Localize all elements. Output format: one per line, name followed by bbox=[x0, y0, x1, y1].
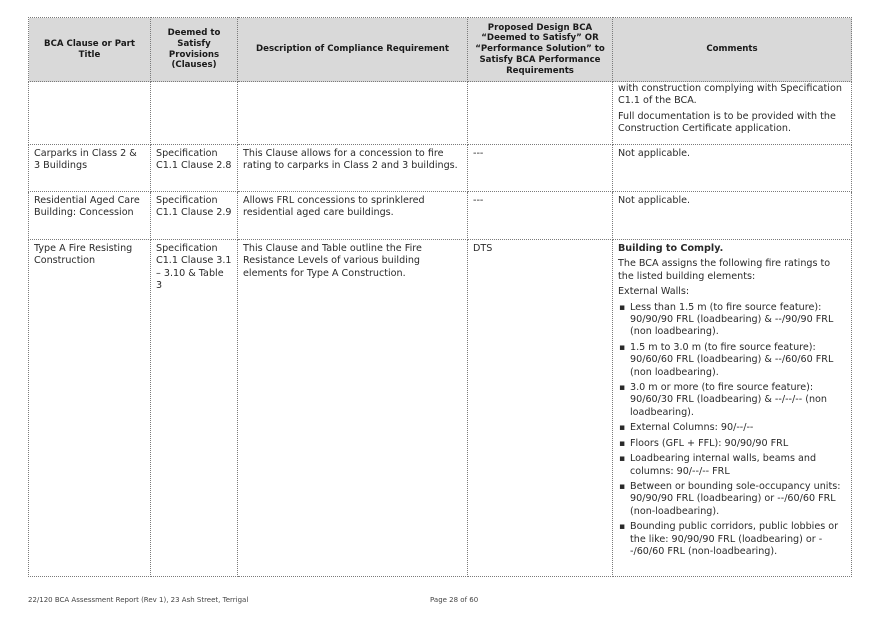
header-description: Description of Compliance Requirement bbox=[238, 18, 468, 82]
cell-clause bbox=[29, 82, 151, 145]
header-clause: BCA Clause or Part Title bbox=[29, 18, 151, 82]
cell-description: This Clause allows for a concession to fire rating to carparks in Class 2 and 3 buildings. bbox=[238, 145, 468, 192]
table-row bbox=[29, 192, 852, 240]
cell-clause: Type A Fire Resisting Construction bbox=[29, 240, 151, 577]
list-item: ▪ Floors (GFL + FFL): 90/90/90 FRL bbox=[630, 438, 846, 450]
cell-proposed bbox=[468, 82, 613, 145]
header-proposed: Proposed Design BCA “Deemed to Satisfy” OR “Performance Solution” to Satisfy BCA Performance Requirements bbox=[468, 18, 613, 82]
cell-dts: Specification C1.1 Clause 2.8 bbox=[151, 145, 238, 192]
cell-proposed: --- bbox=[468, 192, 613, 240]
cell-description bbox=[238, 82, 468, 145]
cell-description: Allows FRL concessions to sprinklered residential aged care buildings. bbox=[238, 192, 468, 240]
list-item: ▪ Between or bounding sole-occupancy units: 90/90/90 FRL (loadbearing) or --/60/60 FRL (non-loadbearing). bbox=[630, 481, 846, 518]
list-item: ▪ Bounding public corridors, public lobbies or the like: 90/90/90 FRL (loadbearing) or --/60/60 FRL (non-loadbearing). bbox=[630, 521, 846, 558]
table-row bbox=[29, 82, 852, 145]
fire-rating-list bbox=[618, 302, 846, 559]
table-row bbox=[29, 240, 852, 577]
list-item: ▪ Loadbearing internal walls, beams and columns: 90/--/-- FRL bbox=[630, 453, 846, 478]
cell-dts: Specification C1.1 Clause 3.1 – 3.10 & Table 3 bbox=[151, 240, 238, 577]
comment-heading: Building to Comply. bbox=[618, 243, 724, 254]
cell-proposed: --- bbox=[468, 145, 613, 192]
cell-comments: Not applicable. bbox=[613, 192, 852, 240]
comment-text: with construction complying with Specification C1.1 of the BCA. bbox=[618, 83, 842, 107]
cell-comments: Not applicable. bbox=[613, 145, 852, 192]
comment-text: Full documentation is to be provided with the Construction Certificate application. bbox=[618, 110, 836, 135]
header-comments: Comments bbox=[613, 18, 852, 82]
cell-proposed: DTS bbox=[468, 240, 613, 577]
comment-intro: The BCA assigns the following fire ratings to the listed building elements: bbox=[618, 258, 831, 282]
footer-report-title: 22/120 BCA Assessment Report (Rev 1), 23 Ash Street, Terrigal bbox=[28, 596, 249, 604]
bca-assessment-table bbox=[28, 17, 852, 577]
table-row bbox=[29, 145, 852, 192]
cell-description: This Clause and Table outline the Fire Resistance Levels of various building elements for Type A Construction. bbox=[238, 240, 468, 577]
comment-subheading: External Walls: bbox=[618, 286, 690, 298]
cell-clause: Residential Aged Care Building: Concession bbox=[29, 192, 151, 240]
table-header-row bbox=[29, 18, 852, 82]
footer-page-number: Page 28 of 60 bbox=[430, 596, 479, 604]
cell-dts: Specification C1.1 Clause 2.9 bbox=[151, 192, 238, 240]
list-item: ▪ External Columns: 90/--/-- bbox=[630, 422, 846, 434]
list-item: ▪ Less than 1.5 m (to fire source feature): 90/90/90 FRL (loadbearing) & --/90/90 FRL (non loadbearing). bbox=[630, 302, 846, 339]
cell-comments bbox=[613, 82, 852, 145]
cell-comments bbox=[613, 240, 852, 577]
header-dts: Deemed to Satisfy Provisions (Clauses) bbox=[151, 18, 238, 82]
list-item: ▪ 3.0 m or more (to fire source feature): 90/60/30 FRL (loadbearing) & --/--/-- (non loadbearing). bbox=[630, 382, 846, 419]
cell-clause: Carparks in Class 2 & 3 Buildings bbox=[29, 145, 151, 192]
cell-dts bbox=[151, 82, 238, 145]
list-item: ▪ 1.5 m to 3.0 m (to fire source feature): 90/60/60 FRL (loadbearing) & --/60/60 FRL (non loadbearing). bbox=[630, 342, 846, 379]
